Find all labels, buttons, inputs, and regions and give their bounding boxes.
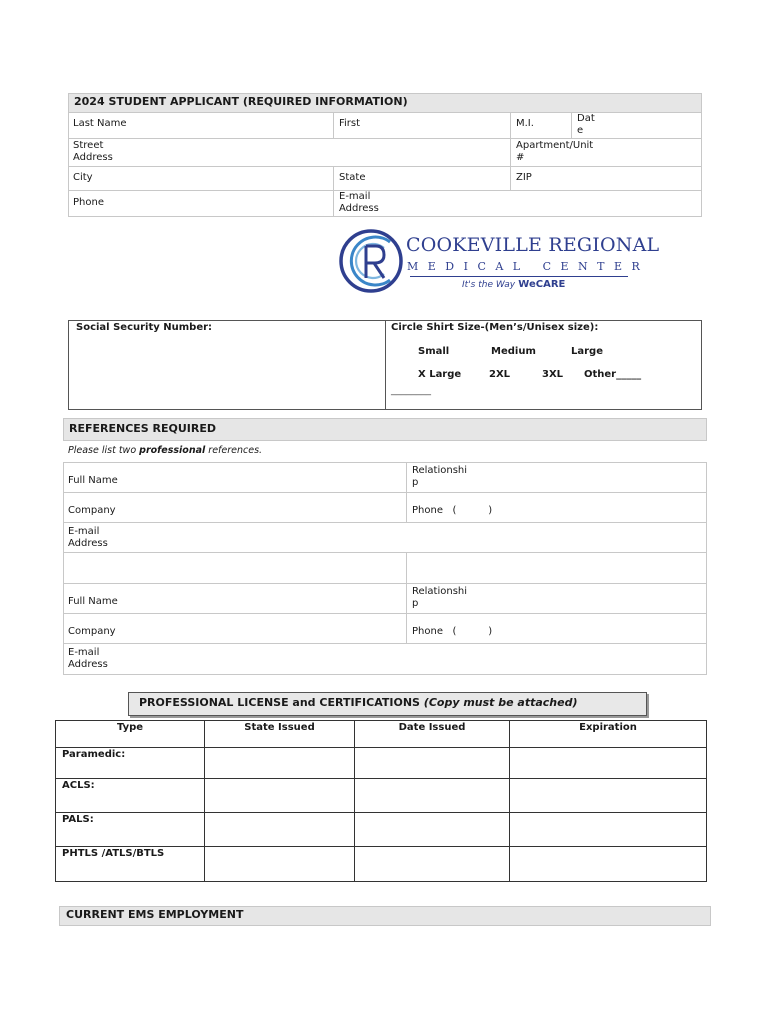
ref1-email-line1: E-mail: [68, 526, 100, 537]
paramedic-state-cell[interactable]: [205, 748, 355, 779]
last-name-field[interactable]: [68, 114, 132, 134]
ref1-email-field[interactable]: [63, 522, 113, 554]
ssn-label: Social Security Number:: [76, 322, 213, 333]
intro-post: references.: [205, 445, 263, 456]
intro-pre: Please list two: [68, 445, 140, 456]
ssn-field[interactable]: [71, 318, 217, 338]
references-header: REFERENCES REQUIRED: [63, 418, 707, 441]
ref2-email-line1: E-mail: [68, 647, 100, 658]
row-type-paramedic: Paramedic:: [56, 748, 205, 779]
col-state-issued-header: State Issued: [205, 721, 355, 748]
license-header: [128, 692, 647, 716]
table-row: [56, 813, 707, 847]
pals-expiration-cell[interactable]: [510, 813, 707, 847]
apartment-field[interactable]: [511, 136, 598, 168]
date-label-line1: Dat: [577, 113, 595, 124]
shirt-medium-option[interactable]: Medium: [491, 346, 536, 357]
student-header: 2024 STUDENT APPLICANT (REQUIRED INFORMATION): [68, 93, 702, 113]
pals-state-cell[interactable]: [205, 813, 355, 847]
ref1-phone-field[interactable]: [407, 501, 497, 521]
apt-label-line2: #: [516, 152, 525, 163]
street-label-line1: Street: [73, 140, 104, 151]
acls-state-cell[interactable]: [205, 779, 355, 813]
email-field[interactable]: [334, 187, 384, 219]
shirt-other-underline: ________: [391, 385, 431, 396]
city-label: City: [73, 172, 93, 183]
ref1-company-label: Company: [68, 505, 116, 516]
license-header-italic: (Copy must be attached): [423, 696, 578, 709]
apt-label-line1: Apartment/Unit: [516, 140, 594, 151]
ref2-relationship-field[interactable]: [407, 582, 472, 614]
ref1-phone-label: Phone: [412, 505, 443, 516]
tagline-brand: WeCARE: [518, 279, 566, 290]
ref2-phone-field[interactable]: [407, 622, 497, 642]
shirt-xlarge-option[interactable]: X Large: [418, 369, 462, 380]
ref2-full-name-field[interactable]: [63, 592, 123, 612]
ref1-full-name-field[interactable]: [63, 471, 123, 491]
ref1-company-field[interactable]: [63, 501, 121, 521]
hospital-logo: [338, 226, 660, 298]
shirt-other-option[interactable]: Other_____: [584, 369, 642, 380]
table-row: [56, 779, 707, 813]
email-label-line1: E-mail: [339, 191, 371, 202]
first-name-field[interactable]: [334, 114, 365, 134]
ref2-email-field[interactable]: [63, 643, 113, 675]
ref2-email-line2: Address: [68, 659, 108, 670]
logo-sub: M E D I C A L C E N T E R: [407, 260, 643, 273]
phtls-date-cell[interactable]: [355, 847, 510, 882]
street-label-line2: Address: [73, 152, 113, 163]
shirt-large-option[interactable]: Large: [571, 346, 603, 357]
paramedic-date-cell[interactable]: [355, 748, 510, 779]
license-table: [55, 720, 707, 882]
row-type-pals: PALS:: [56, 813, 205, 847]
ref1-email-line2: Address: [68, 538, 108, 549]
middle-initial-field[interactable]: [511, 114, 539, 134]
logo-name: COOKEVILLE REGIONAL: [406, 234, 660, 256]
phtls-state-cell[interactable]: [205, 847, 355, 882]
table-row: [56, 847, 707, 882]
phone-field[interactable]: [68, 193, 109, 213]
paramedic-expiration-cell[interactable]: [510, 748, 707, 779]
last-name-label: Last Name: [73, 118, 127, 129]
logo-tagline: [462, 279, 565, 290]
phtls-expiration-cell[interactable]: [510, 847, 707, 882]
license-header-plain: PROFESSIONAL LICENSE and CERTIFICATIONS: [139, 696, 424, 709]
ref1-rel-line1: Relationshi: [412, 465, 468, 476]
pals-date-cell[interactable]: [355, 813, 510, 847]
col-type-header: Type: [56, 721, 205, 748]
ref2-company-field[interactable]: [63, 622, 121, 642]
col-expiration-header: Expiration: [510, 721, 707, 748]
ref1-phone-paren: ( ): [452, 505, 493, 516]
street-address-field[interactable]: [68, 136, 118, 168]
ref2-rel-line1: Relationshi: [412, 586, 468, 597]
shirt-small-option[interactable]: Small: [418, 346, 450, 357]
col-date-issued-header: Date Issued: [355, 721, 510, 748]
employment-header: CURRENT EMS EMPLOYMENT: [59, 906, 711, 926]
phone-label: Phone: [73, 197, 104, 208]
intro-bold: professional: [139, 445, 206, 456]
ref2-company-label: Company: [68, 626, 116, 637]
ref1-relationship-field[interactable]: [407, 461, 472, 493]
cr-monogram-icon: [338, 226, 404, 296]
zip-field[interactable]: [511, 168, 537, 188]
row-type-phtls: PHTLS /ATLS/BTLS: [56, 847, 205, 882]
ref2-rel-line2: p: [412, 598, 419, 609]
acls-date-cell[interactable]: [355, 779, 510, 813]
shirt-3xl-option[interactable]: 3XL: [542, 369, 564, 380]
state-label: State: [339, 172, 366, 183]
city-field[interactable]: [68, 168, 98, 188]
ref2-phone-label: Phone: [412, 626, 443, 637]
date-label-line2: e: [577, 125, 584, 136]
row-type-acls: ACLS:: [56, 779, 205, 813]
zip-label: ZIP: [516, 172, 532, 183]
shirt-size-label: Circle Shirt Size-(Men’s/Unisex size):: [391, 322, 599, 333]
ref2-full-name-label: Full Name: [68, 596, 118, 607]
mi-label: M.I.: [516, 118, 534, 129]
references-intro: [63, 441, 267, 461]
email-label-line2: Address: [339, 203, 379, 214]
ref2-phone-paren: ( ): [452, 626, 493, 637]
first-name-label: First: [339, 118, 361, 129]
shirt-2xl-option[interactable]: 2XL: [489, 369, 511, 380]
ref1-full-name-label: Full Name: [68, 475, 118, 486]
acls-expiration-cell[interactable]: [510, 779, 707, 813]
table-row: [56, 748, 707, 779]
ref1-rel-line2: p: [412, 477, 419, 488]
state-field[interactable]: [334, 168, 370, 188]
tagline-prefix: It's the Way: [462, 280, 516, 290]
